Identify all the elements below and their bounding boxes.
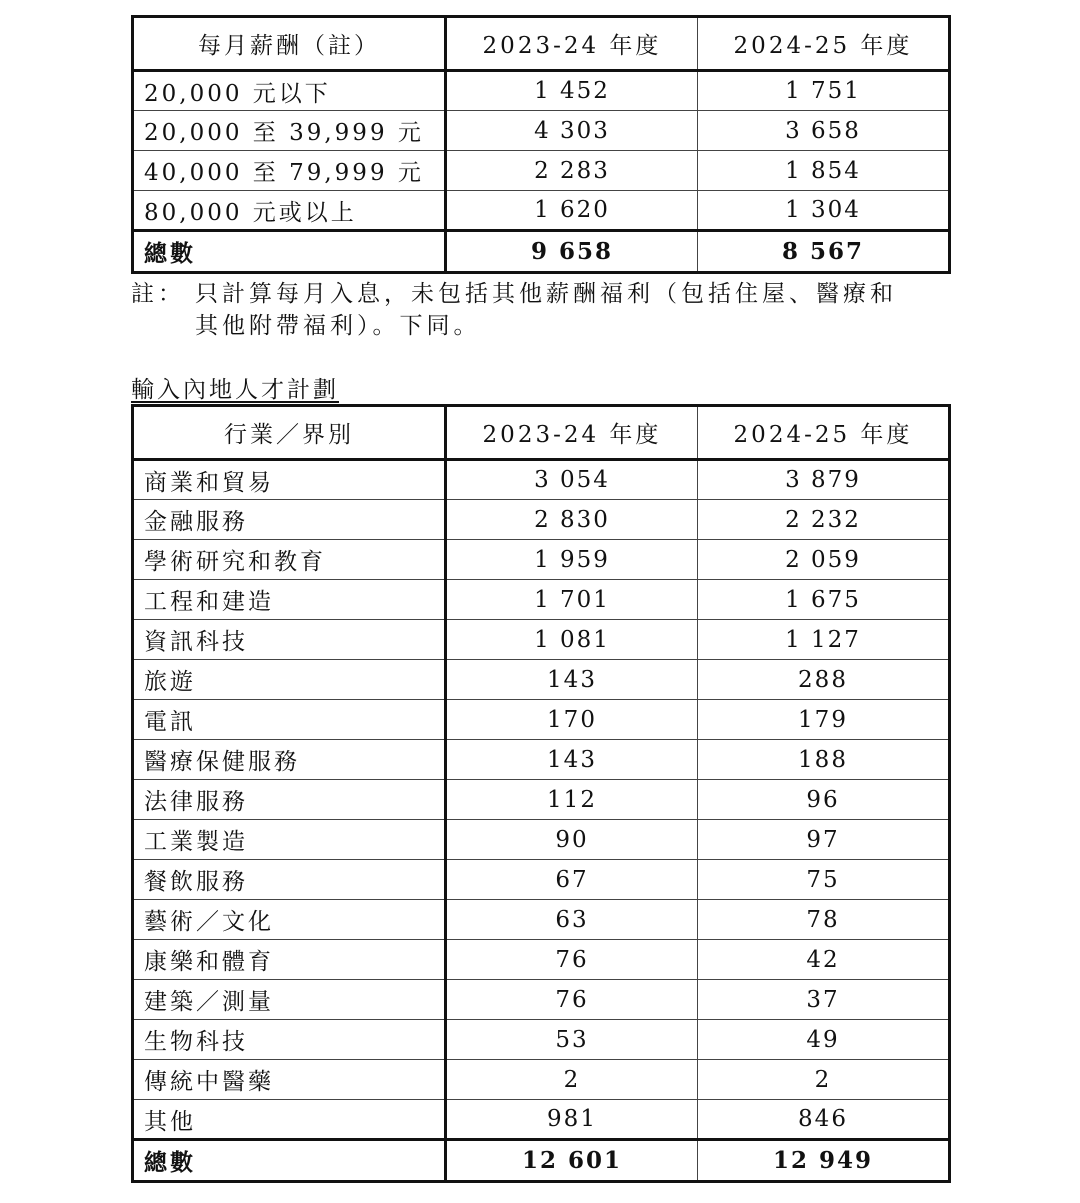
cell-value: 49 (698, 1020, 950, 1060)
table-row (133, 620, 950, 660)
cell-value: 75 (698, 860, 950, 900)
cell-value: 1 854 (698, 151, 950, 191)
column-header: 每月薪酬（註） (133, 17, 446, 71)
row-label: 20,000 至 39,999 元 (133, 111, 446, 151)
table-row (133, 780, 950, 820)
cell-value: 2 059 (698, 540, 950, 580)
total-row (133, 1140, 950, 1182)
cell-value: 170 (446, 700, 698, 740)
cell-value: 90 (446, 820, 698, 860)
table-row (133, 500, 950, 540)
table-row (133, 151, 950, 191)
cell-value: 846 (698, 1100, 950, 1140)
cell-value: 1 620 (446, 191, 698, 231)
cell-value: 76 (446, 940, 698, 980)
row-label: 傳統中醫藥 (133, 1060, 446, 1100)
table-row (133, 111, 950, 151)
footnote-label: 註： (131, 281, 185, 307)
cell-value: 1 959 (446, 540, 698, 580)
table-row (133, 1060, 950, 1100)
total-value: 12 949 (698, 1140, 950, 1182)
cell-value: 143 (446, 660, 698, 700)
cell-value: 63 (446, 900, 698, 940)
row-label: 40,000 至 79,999 元 (133, 151, 446, 191)
total-label: 總數 (133, 231, 446, 273)
cell-value: 981 (446, 1100, 698, 1140)
cell-value: 4 303 (446, 111, 698, 151)
table-row (133, 820, 950, 860)
section-title: 輸入內地人才計劃 (131, 377, 339, 403)
column-header: 2024-25 年度 (698, 17, 950, 71)
cell-value: 1 751 (698, 71, 950, 111)
row-label: 生物科技 (133, 1020, 446, 1060)
cell-value: 96 (698, 780, 950, 820)
footnote-text-line2: 其他附帶福利）。下同。 (195, 313, 481, 339)
cell-value: 143 (446, 740, 698, 780)
salary-table (131, 15, 951, 274)
table-row (133, 660, 950, 700)
table-row (133, 900, 950, 940)
cell-value: 1 304 (698, 191, 950, 231)
table-row (133, 1020, 950, 1060)
cell-value: 42 (698, 940, 950, 980)
row-label: 藝術／文化 (133, 900, 446, 940)
table-header-row (133, 17, 950, 71)
cell-value: 67 (446, 860, 698, 900)
table-row (133, 860, 950, 900)
total-value: 12 601 (446, 1140, 698, 1182)
row-label: 商業和貿易 (133, 460, 446, 500)
row-label: 金融服務 (133, 500, 446, 540)
cell-value: 2 283 (446, 151, 698, 191)
table-row (133, 460, 950, 500)
table-row (133, 540, 950, 580)
table-row (133, 940, 950, 980)
cell-value: 37 (698, 980, 950, 1020)
table-row (133, 1100, 950, 1140)
cell-value: 97 (698, 820, 950, 860)
cell-value: 288 (698, 660, 950, 700)
row-label: 康樂和體育 (133, 940, 446, 980)
row-label: 法律服務 (133, 780, 446, 820)
footnote (131, 278, 948, 342)
total-label: 總數 (133, 1140, 446, 1182)
row-label: 資訊科技 (133, 620, 446, 660)
row-label: 工程和建造 (133, 580, 446, 620)
cell-value: 1 081 (446, 620, 698, 660)
table-header-row (133, 406, 950, 460)
row-label: 餐飲服務 (133, 860, 446, 900)
column-header: 行業／界別 (133, 406, 446, 460)
total-value: 8 567 (698, 231, 950, 273)
cell-value: 1 127 (698, 620, 950, 660)
cell-value: 3 879 (698, 460, 950, 500)
cell-value: 112 (446, 780, 698, 820)
cell-value: 3 658 (698, 111, 950, 151)
row-label: 80,000 元或以上 (133, 191, 446, 231)
footnote-text-line1: 只計算每月入息，未包括其他薪酬福利（包括住屋、醫療和 (195, 281, 897, 307)
table-row (133, 980, 950, 1020)
table-row (133, 700, 950, 740)
column-header: 2023-24 年度 (446, 17, 698, 71)
row-label: 其他 (133, 1100, 446, 1140)
cell-value: 2 830 (446, 500, 698, 540)
cell-value: 2 (446, 1060, 698, 1100)
cell-value: 1 701 (446, 580, 698, 620)
cell-value: 76 (446, 980, 698, 1020)
row-label: 工業製造 (133, 820, 446, 860)
column-header: 2023-24 年度 (446, 406, 698, 460)
row-label: 建築／測量 (133, 980, 446, 1020)
cell-value: 2 (698, 1060, 950, 1100)
row-label: 電訊 (133, 700, 446, 740)
table-row (133, 580, 950, 620)
table-row (133, 191, 950, 231)
cell-value: 2 232 (698, 500, 950, 540)
row-label: 旅遊 (133, 660, 446, 700)
row-label: 學術研究和教育 (133, 540, 446, 580)
cell-value: 78 (698, 900, 950, 940)
row-label: 醫療保健服務 (133, 740, 446, 780)
industry-table (131, 404, 951, 1183)
cell-value: 1 452 (446, 71, 698, 111)
column-header: 2024-25 年度 (698, 406, 950, 460)
total-row (133, 231, 950, 273)
cell-value: 1 675 (698, 580, 950, 620)
table-row (133, 740, 950, 780)
cell-value: 3 054 (446, 460, 698, 500)
cell-value: 53 (446, 1020, 698, 1060)
row-label: 20,000 元以下 (133, 71, 446, 111)
total-value: 9 658 (446, 231, 698, 273)
cell-value: 188 (698, 740, 950, 780)
cell-value: 179 (698, 700, 950, 740)
table-row (133, 71, 950, 111)
